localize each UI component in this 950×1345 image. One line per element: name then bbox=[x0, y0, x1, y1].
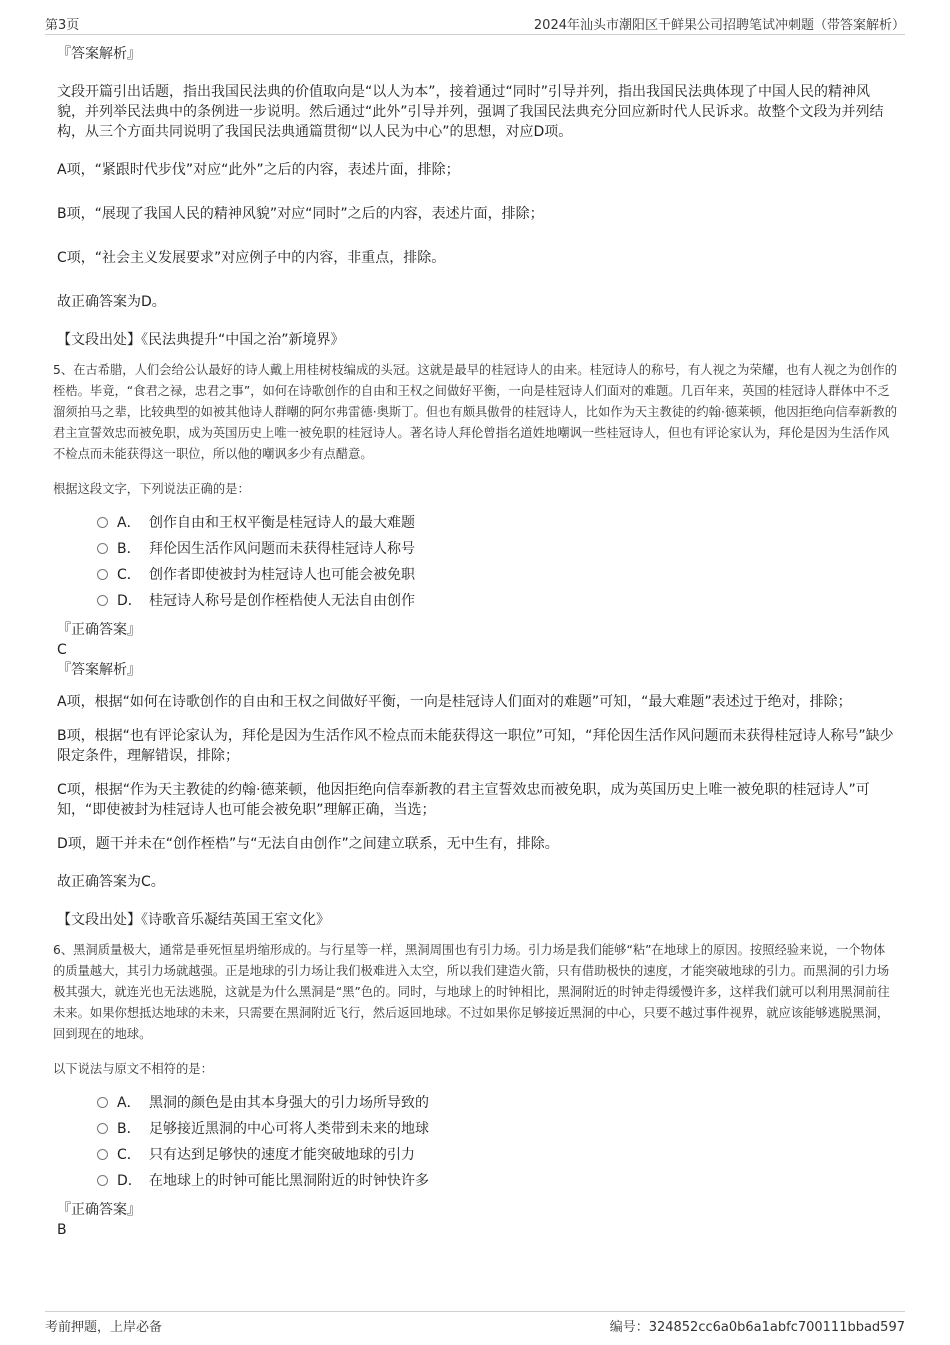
option-label: D． bbox=[117, 593, 142, 609]
page-number: 第3页 bbox=[45, 18, 80, 33]
question-5-options bbox=[57, 510, 897, 614]
option-text: 在地球上的时钟可能比黑洞附近的时钟快许多 bbox=[149, 1173, 429, 1189]
option-d[interactable] bbox=[97, 1168, 897, 1194]
radio-icon[interactable] bbox=[97, 543, 108, 554]
option-label: B． bbox=[117, 1121, 141, 1137]
analysis-option-d: D项，题干并未在“创作桎梏”与“无法自由创作”之间建立联系，无中生有，排除。 bbox=[57, 836, 559, 852]
analysis-paragraph: 文段开篇引出话题，指出我国民法典的价值取向是“以人为本”，接着通过“同时”引导并列，指出我国民法典体现了中国人民的精神风貌，并列举民法典中的条例进一步说明。然后通过“此外”引导并列，强调了我国民法典充分回应新时代人民诉求。故整个文段为并列结构，从三个方面共同说明了我国民法典通篇贯彻“以人民为中心”的思想，对应D项。 bbox=[57, 84, 884, 140]
option-a[interactable] bbox=[97, 510, 897, 536]
document-body bbox=[53, 44, 898, 1240]
option-label: A． bbox=[117, 515, 141, 531]
radio-icon[interactable] bbox=[97, 1097, 108, 1108]
radio-icon[interactable] bbox=[97, 595, 108, 606]
analysis-label: 『答案解析』 bbox=[57, 662, 141, 678]
option-label: C． bbox=[117, 567, 141, 583]
correct-answer: B bbox=[57, 1222, 67, 1238]
option-b[interactable] bbox=[97, 1116, 897, 1142]
option-c[interactable] bbox=[97, 1142, 897, 1168]
radio-icon[interactable] bbox=[97, 1149, 108, 1160]
analysis-label: 『答案解析』 bbox=[57, 46, 141, 62]
question-6-passage: 6、黑洞质量极大，通常是垂死恒星坍缩形成的。与行星等一样，黑洞周围也有引力场。引力场是我们能够“粘”在地球上的原因。按照经验来说，一个物体的质量越大，其引力场就越强。正是地球的引力场让我们极难进入太空，所以我们建造火箭，只有借助极快的速度，才能突破地球的引力。而黑洞的引力场极其强大，就连光也无法逃脱，这就是为什么黑洞是“黑”色的。同时，与地球上的时钟相比，黑洞附近的时钟走得缓慢许多，这样我们就可以利用黑洞前往未来。如果你想抵达地球的未来，只需要在黑洞附近飞行，然后返回地球。不过如果你足够接近黑洞的中心，只要不越过事件视界，就应该能够逃脱黑洞，回到现在的地球。 bbox=[53, 943, 890, 1041]
radio-icon[interactable] bbox=[97, 569, 108, 580]
document-title: 2024年汕头市潮阳区千鲜果公司招聘笔试冲刺题（带答案解析） bbox=[533, 18, 905, 33]
source-citation: 【文段出处】《民法典提升“中国之治”新境界》 bbox=[57, 332, 345, 348]
option-text: 桂冠诗人称号是创作桎梏使人无法自由创作 bbox=[149, 593, 415, 609]
option-text: 只有达到足够快的速度才能突破地球的引力 bbox=[149, 1147, 415, 1163]
option-c[interactable] bbox=[97, 562, 897, 588]
question-6-options bbox=[57, 1090, 897, 1194]
source-citation: 【文段出处】《诗歌音乐凝结英国王室文化》 bbox=[57, 912, 330, 928]
option-d[interactable] bbox=[97, 588, 897, 614]
analysis-option-b: B项，“展现了我国人民的精神风貌”对应“同时”之后的内容，表述片面，排除； bbox=[57, 206, 544, 222]
analysis-option-c: C项，“社会主义发展要求”对应例子中的内容，非重点，排除。 bbox=[57, 250, 446, 266]
question-6-prompt: 以下说法与原文不相符的是： bbox=[53, 1062, 213, 1076]
option-text: 创作者即使被封为桂冠诗人也可能会被免职 bbox=[149, 567, 415, 583]
option-text: 拜伦因生活作风问题而未获得桂冠诗人称号 bbox=[149, 541, 415, 557]
option-label: B． bbox=[117, 541, 141, 557]
analysis-option-a: A项，根据“如何在诗歌创作的自由和王权之间做好平衡，一向是桂冠诗人们面对的难题”可知，“最大难题”表述过于绝对，排除； bbox=[57, 694, 852, 710]
radio-icon[interactable] bbox=[97, 517, 108, 528]
analysis-option-a: A项，“紧跟时代步伐”对应“此外”之后的内容，表述片面，排除； bbox=[57, 162, 460, 178]
radio-icon[interactable] bbox=[97, 1123, 108, 1134]
option-label: A． bbox=[117, 1095, 141, 1111]
page-footer bbox=[45, 1311, 905, 1336]
question-5-passage: 5、在古希腊，人们会给公认最好的诗人戴上用桂树枝编成的头冠。这就是最早的桂冠诗人的由来。桂冠诗人的称号，有人视之为荣耀，也有人视之为创作的桎梏。毕竟，“食君之禄，忠君之事”，如何在诗歌创作的自由和王权之间做好平衡，一向是桂冠诗人们面对的难题。几百年来，英国的桂冠诗人群体中不乏溜须拍马之辈，比较典型的如被其他诗人群嘲的阿尔弗雷德·奥斯丁。但也有颇具傲骨的桂冠诗人，比如作为天主教徒的约翰·德莱顿，他因拒绝向信奉新教的君主宣誓效忠而被免职，成为英国历史上唯一被免职的桂冠诗人。著名诗人拜伦曾指名道姓地嘲讽一些桂冠诗人，但也有评论家认为，拜伦是因为生活作风不检点而未能获得这一职位，所以他的嘲讽多少有点醋意。 bbox=[53, 363, 898, 461]
option-a[interactable] bbox=[97, 1090, 897, 1116]
conclusion: 故正确答案为D。 bbox=[57, 294, 166, 310]
option-label: D． bbox=[117, 1173, 142, 1189]
option-text: 足够接近黑洞的中心可将人类带到未来的地球 bbox=[149, 1121, 429, 1137]
radio-icon[interactable] bbox=[97, 1175, 108, 1186]
option-text: 创作自由和王权平衡是桂冠诗人的最大难题 bbox=[149, 515, 415, 531]
option-label: C． bbox=[117, 1147, 141, 1163]
conclusion: 故正确答案为C。 bbox=[57, 874, 165, 890]
footer-slogan: 考前押题，上岸必备 bbox=[45, 1320, 163, 1335]
analysis-option-b: B项，根据“也有评论家认为，拜伦是因为生活作风不检点而未能获得这一职位”可知，“拜伦因生活作风问题而未获得桂冠诗人称号”缺少限定条件，理解错误，排除； bbox=[57, 728, 894, 764]
answer-label: 『正确答案』 bbox=[57, 622, 141, 638]
page-header bbox=[45, 12, 905, 35]
correct-answer: C bbox=[57, 642, 67, 658]
answer-label: 『正确答案』 bbox=[57, 1202, 141, 1218]
analysis-option-c: C项，根据“作为天主教徒的约翰·德莱顿，他因拒绝向信奉新教的君主宣誓效忠而被免职，成为英国历史上唯一被免职的桂冠诗人”可知，“即使被封为桂冠诗人也可能会被免职”理解正确，当选； bbox=[57, 782, 870, 818]
document-id: 编号：324852cc6a0b6a1abfc700111bbad597 bbox=[609, 1320, 905, 1335]
option-text: 黑洞的颜色是由其本身强大的引力场所导致的 bbox=[149, 1095, 429, 1111]
question-5-prompt: 根据这段文字，下列说法正确的是： bbox=[53, 482, 250, 496]
option-b[interactable] bbox=[97, 536, 897, 562]
